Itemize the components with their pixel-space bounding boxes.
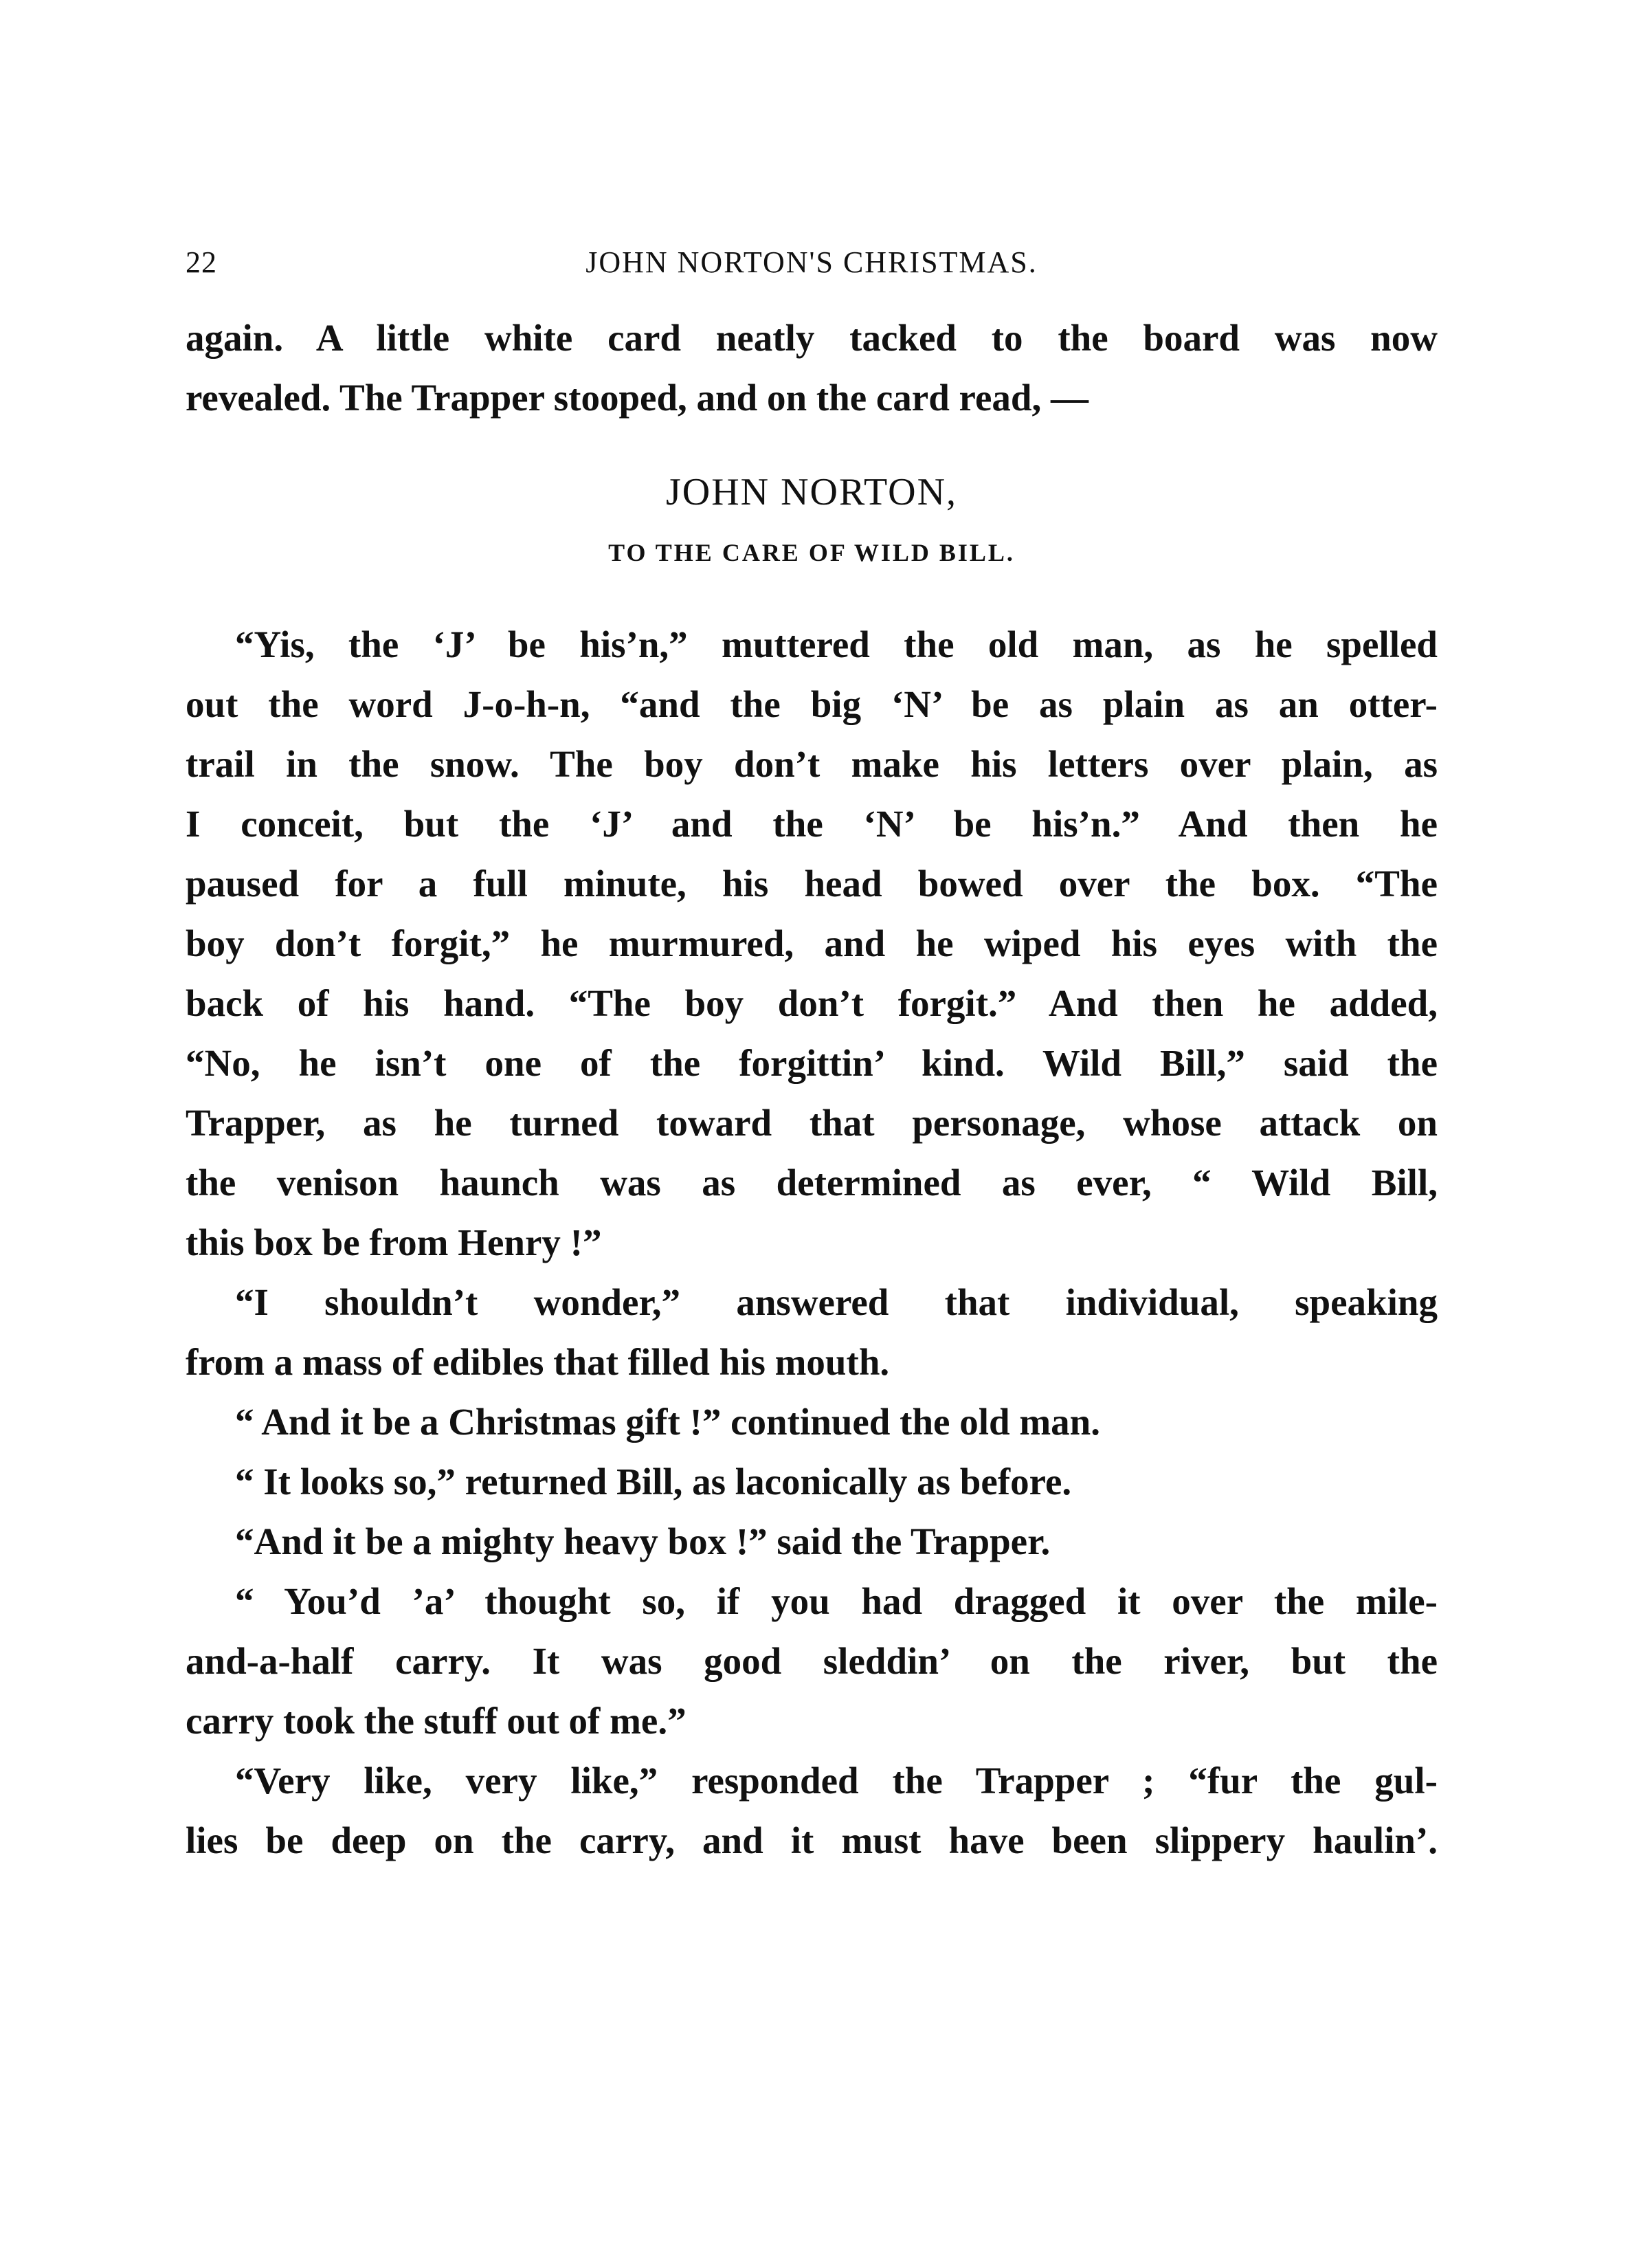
text-line: out the word J-o-h-n, “and the big ‘N’ be as plain as an otter- [186,683,1438,725]
text-line: and-a-half carry. It was good sleddin’ on the river, but the [186,1640,1438,1682]
page-number: 22 [186,245,217,279]
text-line: boy don’t forgit,” he murmured, and he wiped his eyes with the [186,922,1438,964]
paragraph [186,1571,1438,1751]
paragraph [186,614,1438,1272]
opening-paragraph [186,308,1438,428]
text-line: “ It looks so,” returned Bill, as laconically as before. [235,1461,1072,1503]
text-line: from a mass of edibles that filled his mouth. [186,1341,890,1383]
text-line: lies be deep on the carry, and it must have been slippery haulin’. [186,1819,1438,1861]
text-line: the venison haunch was as determined as ever, “ Wild Bill, [186,1162,1438,1204]
text-line: Trapper, as he turned toward that personage, whose attack on [186,1102,1438,1144]
text-line: “Very like, very like,” responded the Trapper ; “fur the gul- [235,1760,1438,1802]
body-text [186,308,1438,1870]
paragraph [186,1392,1438,1452]
text-line: paused for a full minute, his head bowed over the box. “The [186,863,1438,905]
paragraph [186,1511,1438,1571]
text-line: “No, he isn’t one of the forgittin’ kind. Wild Bill,” said the [186,1042,1438,1084]
running-title: JOHN NORTON'S CHRISTMAS. [585,245,1038,279]
text-line: carry took the stuff out of me.” [186,1700,687,1742]
card-subtitle: TO THE CARE OF WILD BILL. [608,539,1015,566]
running-head [186,242,1438,283]
text-line: I conceit, but the ‘J’ and the ‘N’ be his’n.” And then he [186,803,1438,845]
text-line: “ And it be a Christmas gift !” continued the old man. [235,1401,1100,1443]
card-name: JOHN NORTON, [665,471,958,513]
text-line: back of his hand. “The boy don’t forgit.” And then he added, [186,982,1438,1024]
text-line: this box be from Henry !” [186,1221,602,1263]
text-line: “I shouldn’t wonder,” answered that individual, speaking [235,1281,1438,1323]
text-line: “ You’d ’a’ thought so, if you had dragged it over the mile- [235,1580,1438,1622]
paragraph [186,1452,1438,1511]
text-line: trail in the snow. The boy don’t make his letters over plain, as [186,743,1438,785]
paragraph [186,1272,1438,1392]
paragraph [186,1751,1438,1870]
text-line: “And it be a mighty heavy box !” said the Trapper. [235,1520,1051,1562]
text-line: “Yis, the ‘J’ be his’n,” muttered the old man, as he spelled [235,623,1438,665]
text-line: revealed. The Trapper stooped, and on the card read, — [186,377,1089,419]
text-line: again. A little white card neatly tacked to the board was now [186,317,1438,359]
